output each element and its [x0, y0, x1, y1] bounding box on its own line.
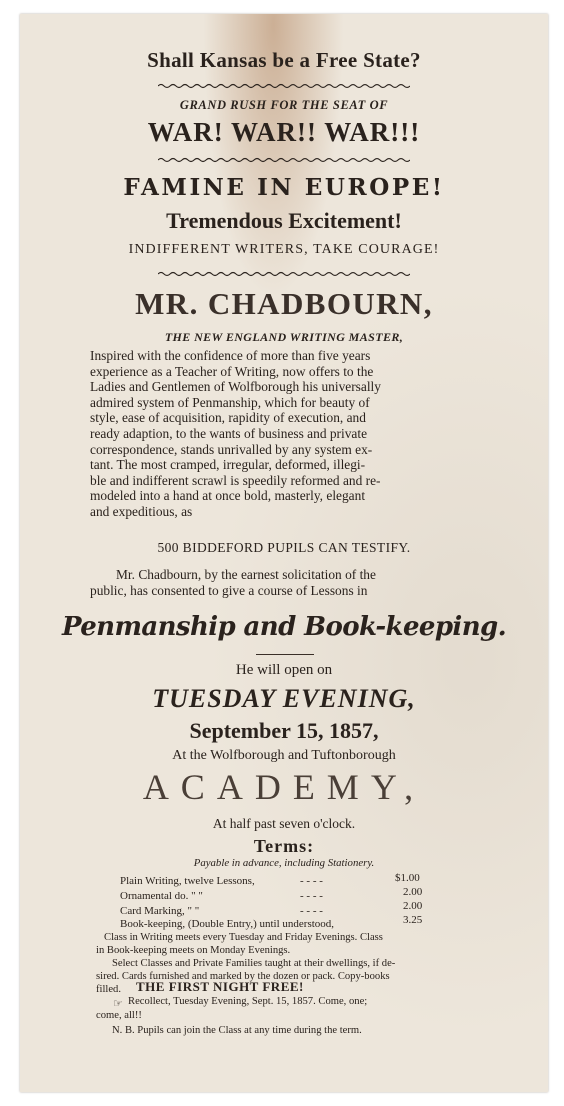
intro-line: Inspired with the confidence of more than five years: [90, 348, 371, 363]
intro-line: style, ease of acquisition, rapidity of execution, and: [90, 410, 366, 426]
intro-line: tant. The most cramped, irregular, deformed, illegi-: [90, 457, 366, 473]
headline: Shall Kansas be a Free State?: [147, 48, 421, 72]
notes-line: sired. Cards furnished and marked by the dozen or pack. Copy-books: [96, 971, 390, 982]
name-heading: MR. CHADBOURN,: [135, 286, 433, 321]
wavy-rule-1: [158, 82, 410, 90]
date-line: September 15, 1857,: [189, 718, 379, 743]
intro-paragraph: [90, 348, 510, 520]
penmanship-heading: Penmanship and Book-keeping.: [61, 612, 507, 642]
excitement-line: Tremendous Excitement!: [166, 208, 402, 233]
terms-item-dots: - - - -: [300, 875, 323, 887]
terms-item: [120, 905, 430, 917]
terms-item: [120, 918, 430, 930]
intro-line: modeled into a hand at once bold, masterly, elegant: [90, 488, 366, 504]
notes-line: Select Classes and Private Families taught at their dwellings, if de-: [112, 958, 396, 969]
intro-line: admired system of Penmanship, which for beauty of: [90, 394, 370, 410]
location-line: At the Wolfborough and Tuftonborough: [172, 748, 396, 763]
writers-line: INDIFFERENT WRITERS, TAKE COURAGE!: [128, 242, 440, 257]
open-on-line: He will open on: [235, 662, 333, 678]
subheadline: GRAND RUSH FOR THE SEAT OF: [179, 98, 389, 112]
notes-line: filled.: [96, 984, 122, 995]
intro-line: ready adaption, to the wants of business and private: [90, 425, 368, 441]
consent-line: Mr. Chadbourn, by the earnest solicitation of the: [116, 567, 376, 582]
terms-price: 2.00: [403, 886, 423, 898]
terms-item-label: Book-keeping, (Double Entry,) until understood,: [120, 918, 335, 930]
evening-line: TUESDAY EVENING,: [152, 684, 416, 713]
intro-line: correspondence, stands unrivalled by any system ex-: [90, 441, 373, 457]
intro-line: ble and indifferent scrawl is speedily reformed and re-: [90, 472, 381, 488]
terms-item-label: Card Marking, " ": [120, 905, 200, 917]
recollect-line: Recollect, Tuesday Evening, Sept. 15, 1857. Come, one;: [128, 996, 368, 1007]
terms-item: [120, 875, 430, 887]
consent-line: public, has consented to give a course of Lessons in: [90, 582, 368, 598]
academy-heading: ACADEMY,: [142, 767, 426, 807]
intro-line: Ladies and Gentlemen of Wolfborough his universally: [90, 379, 381, 395]
terms-item-dots: - - - -: [300, 890, 323, 902]
short-rule: [256, 654, 314, 655]
recollect-line: come, all!!: [96, 1010, 142, 1021]
famine-line: FAMINE IN EUROPE!: [123, 174, 445, 201]
time-line: At half past seven o'clock.: [212, 816, 356, 831]
pupils-line: 500 BIDDEFORD PUPILS CAN TESTIFY.: [157, 540, 411, 555]
terms-price: $1.00: [395, 872, 420, 884]
intro-line: and expeditious, as: [90, 503, 193, 519]
terms-item-label: Ornamental do. " ": [120, 890, 203, 902]
first-night-line: THE FIRST NIGHT FREE!: [136, 979, 304, 994]
intro-line: experience as a Teacher of Writing, now offers to the: [90, 363, 374, 379]
broadside-poster: [20, 14, 548, 1092]
war-line: WAR! WAR!! WAR!!!: [147, 117, 421, 147]
wavy-rule-3: [158, 270, 410, 278]
terms-price: 2.00: [403, 900, 423, 912]
notes-line: Class in Writing meets every Tuesday and Friday Evenings. Class: [104, 932, 383, 943]
consent-paragraph: [90, 567, 516, 598]
terms-item-dots: - - - -: [300, 905, 323, 917]
terms-subheading: Payable in advance, including Stationery.: [193, 857, 375, 869]
notes-line: in Book-keeping meets on Monday Evenings.: [96, 945, 291, 956]
terms-heading: Terms:: [253, 836, 315, 856]
title-line: THE NEW ENGLAND WRITING MASTER,: [164, 330, 404, 344]
terms-price: 3.25: [403, 914, 423, 926]
nb-line: N. B. Pupils can join the Class at any time during the term.: [112, 1025, 362, 1036]
hand-pointer-icon: ☞: [113, 998, 123, 1010]
terms-item: [120, 890, 430, 902]
wavy-rule-2: [158, 156, 410, 164]
terms-item-label: Plain Writing, twelve Lessons,: [120, 875, 255, 887]
